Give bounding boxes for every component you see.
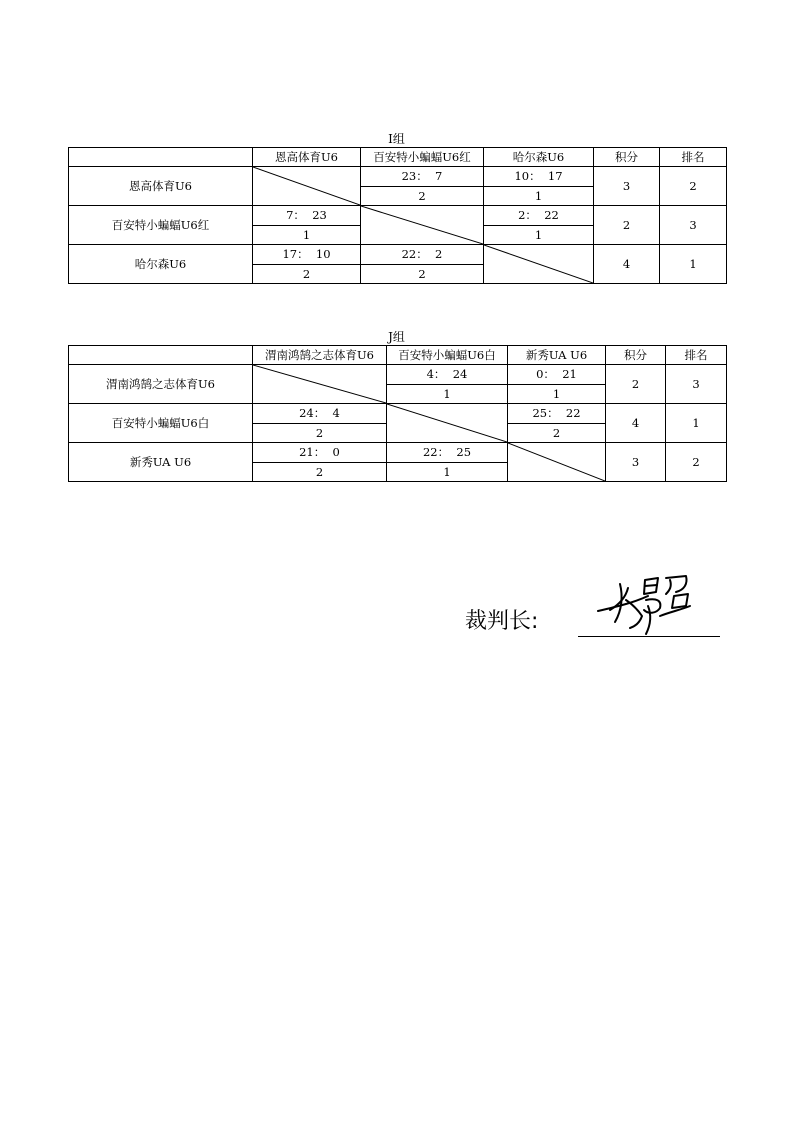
rank-value: 1 — [660, 245, 727, 284]
points-value: 3 — [606, 443, 666, 482]
match-result: 2 — [253, 462, 387, 482]
table-row — [69, 404, 727, 424]
match-result: 2 — [253, 264, 361, 284]
match-result: 1 — [387, 462, 508, 482]
chief-referee-label: 裁判长: — [465, 609, 539, 634]
table-row — [69, 206, 727, 226]
match-score: 2： 22 — [484, 206, 594, 226]
rank-header: 排名 — [660, 148, 727, 167]
team-name: 恩高体育U6 — [69, 167, 253, 206]
header-row — [69, 148, 727, 167]
match-result: 1 — [484, 186, 594, 206]
match-result: 1 — [253, 225, 361, 245]
col-header: 百安特小蝙蝠U6红 — [361, 148, 484, 167]
table-row — [69, 365, 727, 385]
corner-cell — [69, 346, 253, 365]
diagonal-cell — [484, 245, 594, 284]
match-score: 22： 2 — [361, 245, 484, 265]
points-header: 积分 — [594, 148, 660, 167]
rank-value: 2 — [660, 167, 727, 206]
points-header: 积分 — [606, 346, 666, 365]
group-i-table — [68, 147, 727, 284]
rank-value: 3 — [660, 206, 727, 245]
diagonal-cell — [508, 443, 606, 482]
col-header: 哈尔森U6 — [484, 148, 594, 167]
match-result: 1 — [387, 384, 508, 404]
match-score: 0： 21 — [508, 365, 606, 385]
col-header: 渭南鸿鹄之志体育U6 — [253, 346, 387, 365]
diagonal-cell — [253, 167, 361, 206]
diagonal-cell — [387, 404, 508, 443]
match-score: 22： 25 — [387, 443, 508, 463]
match-result: 1 — [508, 384, 606, 404]
team-name: 百安特小蝙蝠U6白 — [69, 404, 253, 443]
match-result: 1 — [484, 225, 594, 245]
team-name: 百安特小蝙蝠U6红 — [69, 206, 253, 245]
table-row — [69, 245, 727, 265]
rank-value: 3 — [666, 365, 727, 404]
match-score: 23： 7 — [361, 167, 484, 187]
handwritten-signature — [590, 566, 705, 636]
points-value: 2 — [606, 365, 666, 404]
diagonal-cell — [253, 365, 387, 404]
points-value: 4 — [606, 404, 666, 443]
match-score: 4： 24 — [387, 365, 508, 385]
match-result: 2 — [253, 423, 387, 443]
table-row — [69, 443, 727, 463]
match-score: 17： 10 — [253, 245, 361, 265]
col-header: 新秀UA U6 — [508, 346, 606, 365]
diagonal-cell — [361, 206, 484, 245]
table-row — [69, 167, 727, 187]
rank-value: 2 — [666, 443, 727, 482]
match-result: 2 — [361, 186, 484, 206]
rank-value: 1 — [666, 404, 727, 443]
match-score: 25： 22 — [508, 404, 606, 424]
match-score: 7： 23 — [253, 206, 361, 226]
col-header: 恩高体育U6 — [253, 148, 361, 167]
rank-header: 排名 — [666, 346, 727, 365]
match-score: 10： 17 — [484, 167, 594, 187]
points-value: 3 — [594, 167, 660, 206]
group-i-title: I组 — [388, 132, 405, 146]
match-result: 2 — [508, 423, 606, 443]
col-header: 百安特小蝙蝠U6白 — [387, 346, 508, 365]
match-score: 24： 4 — [253, 404, 387, 424]
group-j-title: J组 — [388, 330, 405, 344]
match-score: 21： 0 — [253, 443, 387, 463]
points-value: 2 — [594, 206, 660, 245]
team-name: 渭南鸿鹄之志体育U6 — [69, 365, 253, 404]
group-j-table — [68, 345, 727, 482]
points-value: 4 — [594, 245, 660, 284]
team-name: 哈尔森U6 — [69, 245, 253, 284]
signature-line — [578, 636, 720, 637]
team-name: 新秀UA U6 — [69, 443, 253, 482]
corner-cell — [69, 148, 253, 167]
match-result: 2 — [361, 264, 484, 284]
header-row — [69, 346, 727, 365]
